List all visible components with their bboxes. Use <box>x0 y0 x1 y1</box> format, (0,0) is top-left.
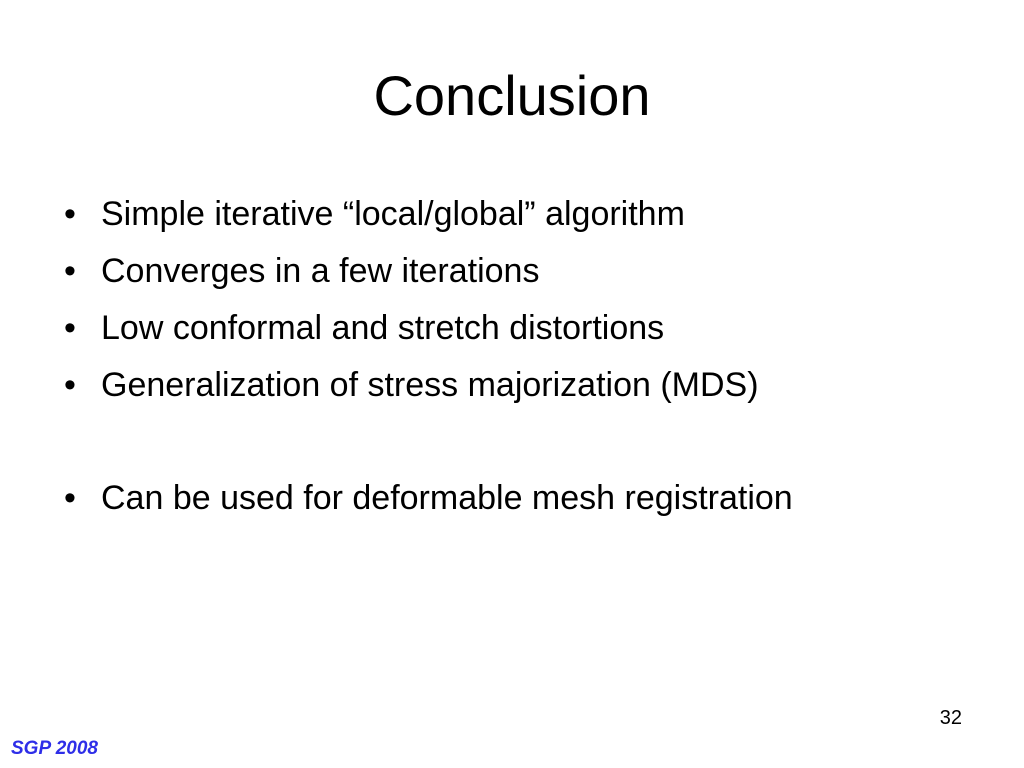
bullet-item <box>55 243 995 300</box>
bullet-text: Generalization of stress majorization (MDS) <box>101 366 759 404</box>
bullet-item <box>55 300 995 357</box>
bullet-icon: • <box>64 479 76 517</box>
bullet-icon: • <box>64 309 76 347</box>
slide-title: Conclusion <box>373 64 651 127</box>
bullet-icon: • <box>64 366 76 404</box>
bullet-text: Can be used for deformable mesh registration <box>101 479 793 517</box>
bullet-item <box>55 357 995 414</box>
bullet-item <box>55 186 995 243</box>
bullet-list <box>55 186 995 527</box>
footer-label: SGP 2008 <box>11 738 98 759</box>
bullet-text: Simple iterative “local/global” algorithm <box>101 195 685 233</box>
bullet-text: Converges in a few iterations <box>101 252 540 290</box>
bullet-icon: • <box>64 195 76 233</box>
bullet-item <box>55 470 995 527</box>
bullet-text: Low conformal and stretch distortions <box>101 309 665 347</box>
page-number: 32 <box>939 707 962 729</box>
bullet-icon: • <box>64 252 76 290</box>
